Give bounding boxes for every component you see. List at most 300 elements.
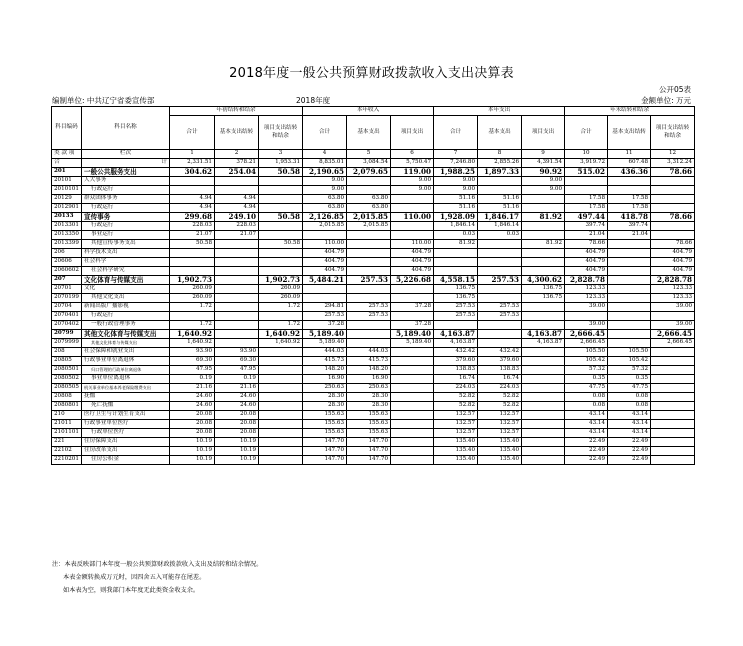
row-code: 20133 xyxy=(52,213,82,222)
row-value xyxy=(478,294,522,303)
row-value: 136.75 xyxy=(522,294,565,303)
row-value xyxy=(565,186,608,195)
row-value xyxy=(259,411,303,420)
row-value xyxy=(478,258,522,267)
row-value xyxy=(347,240,391,249)
row-value xyxy=(522,429,565,438)
row-value: 436.36 xyxy=(608,168,651,177)
column-header: 合计 xyxy=(170,116,215,150)
row-value: 132.57 xyxy=(434,429,478,438)
row-value: 5,189.40 xyxy=(391,330,434,339)
row-value: 147.70 xyxy=(303,456,347,465)
row-value xyxy=(651,447,695,456)
row-value: 4.94 xyxy=(170,195,215,204)
row-value: 4.94 xyxy=(215,195,259,204)
row-value: 1,902.73 xyxy=(259,276,303,285)
row-code: 201 xyxy=(52,168,82,177)
column-header: 基本支出 xyxy=(478,116,522,150)
row-value: 228.03 xyxy=(215,222,259,231)
row-value: 147.70 xyxy=(303,438,347,447)
row-value xyxy=(651,384,695,393)
row-value xyxy=(565,177,608,186)
row-value: 1,846.14 xyxy=(434,222,478,231)
row-value: 20.08 xyxy=(170,429,215,438)
row-value xyxy=(651,420,695,429)
row-value: 105.42 xyxy=(565,357,608,366)
row-value xyxy=(391,429,434,438)
row-value: 132.57 xyxy=(478,429,522,438)
row-name: 文化体育与传媒支出 xyxy=(82,276,170,285)
row-code: 2013301 xyxy=(52,222,82,231)
row-code: 2012901 xyxy=(52,204,82,213)
column-index: 2 xyxy=(215,150,259,159)
row-value xyxy=(391,456,434,465)
col-name-header: 科目名称 xyxy=(82,107,170,150)
row-value: 51.16 xyxy=(434,204,478,213)
row-value xyxy=(391,384,434,393)
row-value: 132.57 xyxy=(434,411,478,420)
row-value: 22.49 xyxy=(608,447,651,456)
row-value xyxy=(522,348,565,357)
table-row xyxy=(52,393,695,402)
row-name: 行政事业单位离退休 xyxy=(82,357,170,366)
row-value xyxy=(170,186,215,195)
row-value: 57.32 xyxy=(608,366,651,375)
row-value: 9.00 xyxy=(391,177,434,186)
row-code: 20799 xyxy=(52,330,82,339)
row-value xyxy=(215,177,259,186)
row-value: 20.08 xyxy=(215,411,259,420)
column-index: 8 xyxy=(478,150,522,159)
row-value: 147.70 xyxy=(303,447,347,456)
column-index: 11 xyxy=(608,150,651,159)
row-value: 50.58 xyxy=(259,168,303,177)
row-value xyxy=(215,249,259,258)
row-value xyxy=(347,249,391,258)
row-value xyxy=(522,258,565,267)
row-value xyxy=(391,402,434,411)
row-value: 257.53 xyxy=(347,276,391,285)
row-value xyxy=(391,375,434,384)
col-code-header: 科目编码 xyxy=(52,107,82,150)
row-value xyxy=(259,231,303,240)
column-index: 7 xyxy=(434,150,478,159)
row-value: 47.95 xyxy=(170,366,215,375)
row-name: 群众团体事务 xyxy=(82,195,170,204)
row-value: 81.92 xyxy=(434,240,478,249)
row-value: 404.79 xyxy=(303,258,347,267)
compiling-unit: 编制单位: 中共辽宁省委宣传部 xyxy=(52,96,155,105)
row-value: 0.08 xyxy=(565,393,608,402)
row-value xyxy=(215,186,259,195)
row-value xyxy=(608,330,651,339)
table-row xyxy=(52,276,695,285)
row-value xyxy=(522,456,565,465)
total-label: 合 xyxy=(52,159,82,168)
row-value xyxy=(522,312,565,321)
row-value: 2,666.45 xyxy=(565,339,608,348)
row-name: 行政事业单位医疗 xyxy=(82,420,170,429)
row-value xyxy=(522,267,565,276)
row-value xyxy=(478,285,522,294)
row-value xyxy=(259,375,303,384)
row-value xyxy=(347,294,391,303)
row-value: 1,640.92 xyxy=(259,339,303,348)
row-value: 1.72 xyxy=(259,321,303,330)
table-row xyxy=(52,411,695,420)
row-value: 10.19 xyxy=(170,456,215,465)
row-name: 住房改革支出 xyxy=(82,447,170,456)
row-value: 21.16 xyxy=(170,384,215,393)
row-code: 22102 xyxy=(52,447,82,456)
row-value xyxy=(391,366,434,375)
row-value xyxy=(651,204,695,213)
row-value: 28.30 xyxy=(303,393,347,402)
row-value: 138.83 xyxy=(478,366,522,375)
total-value: 607.48 xyxy=(608,159,651,168)
table-row xyxy=(52,177,695,186)
total-value: 7,246.80 xyxy=(434,159,478,168)
row-value xyxy=(608,258,651,267)
row-value: 22.49 xyxy=(565,447,608,456)
row-value xyxy=(651,231,695,240)
row-value xyxy=(651,186,695,195)
row-code: 20704 xyxy=(52,303,82,312)
row-name: 抚恤 xyxy=(82,393,170,402)
row-value xyxy=(522,411,565,420)
row-value xyxy=(347,186,391,195)
row-value: 105.42 xyxy=(608,357,651,366)
row-value: 123.33 xyxy=(651,285,695,294)
row-value xyxy=(522,222,565,231)
row-value xyxy=(259,402,303,411)
row-value xyxy=(434,267,478,276)
row-value xyxy=(478,339,522,348)
row-value: 21.16 xyxy=(215,384,259,393)
row-value xyxy=(651,456,695,465)
row-value xyxy=(170,258,215,267)
row-value: 2,079.65 xyxy=(347,168,391,177)
row-value xyxy=(259,393,303,402)
table-row xyxy=(52,384,695,393)
row-value: 0.08 xyxy=(608,393,651,402)
table-row xyxy=(52,294,695,303)
row-name: 一般行政管理事务 xyxy=(82,321,170,330)
row-value: 37.28 xyxy=(391,321,434,330)
row-value: 69.30 xyxy=(215,357,259,366)
row-value xyxy=(651,195,695,204)
form-number: 公开05表 xyxy=(658,85,691,94)
row-value xyxy=(347,285,391,294)
row-value: 2,190.65 xyxy=(303,168,347,177)
index-row xyxy=(52,150,695,159)
row-value: 397.74 xyxy=(565,222,608,231)
table-row xyxy=(52,168,695,177)
row-value: 9.00 xyxy=(303,186,347,195)
row-value: 16.74 xyxy=(434,375,478,384)
row-value: 132.57 xyxy=(434,420,478,429)
total-value: 1,953.31 xyxy=(259,159,303,168)
row-value xyxy=(608,294,651,303)
row-value xyxy=(608,186,651,195)
column-header: 项目支出结转和结余 xyxy=(651,116,695,150)
row-code: 206 xyxy=(52,249,82,258)
row-value: 43.14 xyxy=(565,420,608,429)
row-value: 4.94 xyxy=(215,204,259,213)
table-row xyxy=(52,312,695,321)
row-value: 4,163.87 xyxy=(434,339,478,348)
row-name: 社会科学 xyxy=(82,258,170,267)
row-value: 39.00 xyxy=(651,303,695,312)
total-value: 378.21 xyxy=(215,159,259,168)
row-value: 4,163.87 xyxy=(434,330,478,339)
row-value: 148.20 xyxy=(303,366,347,375)
row-value: 136.75 xyxy=(434,294,478,303)
row-value: 147.70 xyxy=(347,456,391,465)
column-header: 项目支出 xyxy=(391,116,434,150)
row-value: 47.95 xyxy=(215,366,259,375)
row-value xyxy=(347,258,391,267)
row-value xyxy=(608,249,651,258)
row-value xyxy=(215,267,259,276)
row-value xyxy=(522,384,565,393)
row-value xyxy=(259,348,303,357)
row-value: 257.53 xyxy=(347,303,391,312)
row-value: 20.08 xyxy=(215,420,259,429)
row-value: 22.49 xyxy=(565,456,608,465)
row-value: 404.79 xyxy=(303,249,347,258)
row-code: 2070199 xyxy=(52,294,82,303)
row-value xyxy=(215,321,259,330)
row-value: 28.30 xyxy=(303,402,347,411)
column-header: 基本支出结转 xyxy=(215,116,259,150)
row-value: 155.63 xyxy=(303,420,347,429)
table-row xyxy=(52,267,695,276)
row-value xyxy=(391,447,434,456)
row-value: 43.14 xyxy=(565,411,608,420)
row-value: 5,226.68 xyxy=(391,276,434,285)
row-value xyxy=(608,177,651,186)
row-value: 39.00 xyxy=(565,303,608,312)
row-value: 135.40 xyxy=(434,438,478,447)
row-value xyxy=(522,438,565,447)
row-value: 63.80 xyxy=(303,195,347,204)
total-value: 4,391.54 xyxy=(522,159,565,168)
row-value: 260.09 xyxy=(170,294,215,303)
row-name: 机关事业单位基本养老保险缴费支出 xyxy=(82,384,170,393)
row-value: 51.16 xyxy=(478,195,522,204)
row-value: 52.82 xyxy=(478,393,522,402)
row-value: 260.09 xyxy=(259,285,303,294)
row-value: 257.53 xyxy=(347,312,391,321)
row-value xyxy=(391,294,434,303)
row-value xyxy=(434,249,478,258)
row-code: 20808 xyxy=(52,393,82,402)
row-value xyxy=(259,177,303,186)
column-header: 项目支出结转和结余 xyxy=(259,116,303,150)
table-row xyxy=(52,231,695,240)
row-value xyxy=(303,231,347,240)
row-value xyxy=(303,294,347,303)
row-value xyxy=(522,195,565,204)
row-value: 4,558.15 xyxy=(434,276,478,285)
row-value xyxy=(391,438,434,447)
total-value: 3,312.24 xyxy=(651,159,695,168)
row-value xyxy=(391,204,434,213)
row-value xyxy=(651,393,695,402)
row-name: 其他文化体育与传媒支出 xyxy=(82,330,170,339)
row-value: 404.79 xyxy=(565,249,608,258)
row-value: 63.80 xyxy=(303,204,347,213)
row-value xyxy=(170,267,215,276)
row-value xyxy=(259,366,303,375)
row-value: 63.80 xyxy=(347,204,391,213)
row-value xyxy=(347,339,391,348)
row-value: 63.80 xyxy=(347,195,391,204)
row-value xyxy=(170,249,215,258)
group-header: 本年收入 xyxy=(303,107,434,116)
row-value: 1,928.09 xyxy=(434,213,478,222)
row-value: 10.19 xyxy=(170,438,215,447)
row-code: 2010101 xyxy=(52,186,82,195)
row-code: 2070402 xyxy=(52,321,82,330)
row-code: 20606 xyxy=(52,258,82,267)
row-name: 科学技术支出 xyxy=(82,249,170,258)
row-value: 2,126.85 xyxy=(303,213,347,222)
row-value: 415.73 xyxy=(347,357,391,366)
row-value xyxy=(391,222,434,231)
row-name: 行政运行 xyxy=(82,312,170,321)
row-value xyxy=(522,393,565,402)
row-value xyxy=(259,258,303,267)
fiscal-year: 2018年度 xyxy=(296,96,331,105)
row-value xyxy=(259,456,303,465)
row-value xyxy=(303,285,347,294)
row-value: 93.90 xyxy=(170,348,215,357)
row-code: 2210201 xyxy=(52,456,82,465)
total-value: 8,835.01 xyxy=(303,159,347,168)
row-value: 9.00 xyxy=(522,186,565,195)
row-value: 110.00 xyxy=(303,240,347,249)
row-value: 10.19 xyxy=(215,438,259,447)
row-value: 5,189.40 xyxy=(303,330,347,339)
row-value: 250.63 xyxy=(303,384,347,393)
row-value: 1,902.73 xyxy=(170,276,215,285)
footnote: 注：本表反映部门本年度一般公共预算财政拨款收入支出及结转和结余情况。 xyxy=(52,561,263,568)
row-value: 404.79 xyxy=(651,267,695,276)
row-value xyxy=(259,420,303,429)
page-title: 2018年度一般公共预算财政拨款收入支出决算表 xyxy=(229,66,514,81)
row-value xyxy=(259,267,303,276)
row-value: 16.90 xyxy=(303,375,347,384)
row-value: 20.08 xyxy=(170,420,215,429)
row-value xyxy=(259,249,303,258)
row-name: 事业运行 xyxy=(82,231,170,240)
row-value: 136.75 xyxy=(522,285,565,294)
row-value: 432.42 xyxy=(434,348,478,357)
row-value: 9.00 xyxy=(522,177,565,186)
total-value: 5,750.47 xyxy=(391,159,434,168)
row-value xyxy=(478,267,522,276)
footnotes xyxy=(52,558,262,597)
column-index: 3 xyxy=(259,150,303,159)
row-name: 其他文化支出 xyxy=(82,294,170,303)
total-value: 2,855.26 xyxy=(478,159,522,168)
row-value: 20.08 xyxy=(170,411,215,420)
row-value: 404.79 xyxy=(651,258,695,267)
row-value: 299.68 xyxy=(170,213,215,222)
row-value: 379.60 xyxy=(434,357,478,366)
row-value: 21.04 xyxy=(608,231,651,240)
row-value: 132.57 xyxy=(478,420,522,429)
row-value: 132.57 xyxy=(478,411,522,420)
row-value xyxy=(651,375,695,384)
row-value: 135.40 xyxy=(478,438,522,447)
row-value: 21.07 xyxy=(170,231,215,240)
row-value: 432.42 xyxy=(478,348,522,357)
row-value: 50.58 xyxy=(170,240,215,249)
row-value: 515.02 xyxy=(565,168,608,177)
row-value xyxy=(522,357,565,366)
table-row xyxy=(52,303,695,312)
row-value: 50.58 xyxy=(259,240,303,249)
row-value: 0.08 xyxy=(565,402,608,411)
row-value: 17.58 xyxy=(565,195,608,204)
row-value: 43.14 xyxy=(565,429,608,438)
row-value: 404.79 xyxy=(391,249,434,258)
row-value: 4,300.62 xyxy=(522,276,565,285)
row-value: 9.00 xyxy=(434,186,478,195)
table-row xyxy=(52,447,695,456)
row-value: 257.53 xyxy=(478,303,522,312)
row-code: 2101101 xyxy=(52,429,82,438)
row-value: 52.82 xyxy=(478,402,522,411)
row-value: 2,015.85 xyxy=(303,222,347,231)
row-value xyxy=(608,303,651,312)
row-value: 228.03 xyxy=(170,222,215,231)
row-name: 住房公积金 xyxy=(82,456,170,465)
table-row xyxy=(52,330,695,339)
row-code: 2013399 xyxy=(52,240,82,249)
row-value: 404.79 xyxy=(391,267,434,276)
row-value: 22.49 xyxy=(608,456,651,465)
row-value: 1,846.17 xyxy=(478,213,522,222)
row-value: 2,666.45 xyxy=(651,330,695,339)
table-row xyxy=(52,249,695,258)
row-value: 2,828.78 xyxy=(565,276,608,285)
table-row xyxy=(52,186,695,195)
column-header: 基本支出结转 xyxy=(608,116,651,150)
row-value: 155.63 xyxy=(347,429,391,438)
row-value: 0.35 xyxy=(608,375,651,384)
row-value xyxy=(391,393,434,402)
row-value: 43.14 xyxy=(608,429,651,438)
row-value: 1,640.92 xyxy=(259,330,303,339)
row-value: 2,666.45 xyxy=(651,339,695,348)
row-value xyxy=(478,186,522,195)
row-value: 379.60 xyxy=(478,357,522,366)
row-value: 93.90 xyxy=(215,348,259,357)
row-value: 257.53 xyxy=(478,312,522,321)
row-code: 2080505 xyxy=(52,384,82,393)
row-value: 4,163.87 xyxy=(522,339,565,348)
row-value xyxy=(651,429,695,438)
row-value: 9.00 xyxy=(434,177,478,186)
amount-unit: 金额单位: 万元 xyxy=(641,96,691,105)
row-value xyxy=(522,231,565,240)
row-value: 17.58 xyxy=(565,204,608,213)
row-value xyxy=(215,285,259,294)
